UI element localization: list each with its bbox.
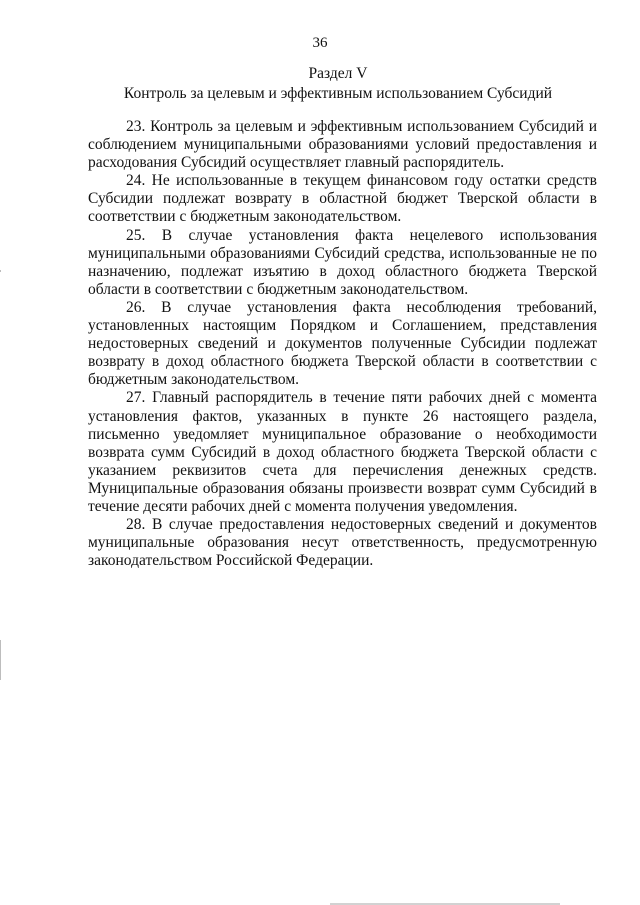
paragraph-27: 27. Главный распорядитель в течение пяти рабочих дней с момента установления фактов, указанных в пункте 26 настоящего раздела, письменно уведомляет муниципальное образование о необходимости возврата сумм Субсидий в доход областного бюджета Тверской области с указанием реквизитов счета для перечисления денежных средств. Муниципальные образования обязаны произвести возврат сумм Субсидий в течение десяти рабочих дней с момента получения уведомления. [88,389,597,515]
section-title: Раздел V [308,65,368,82]
scan-artifact [0,270,1,272]
section-heading [88,64,588,104]
section-subtitle: Контроль за целевым и эффективным использованием Субсидий [123,85,553,102]
page-number: 36 [312,35,328,51]
paragraph-25: 25. В случае установления факта нецелевого использования муниципальными образованиями Субсидий средства, использованные не по назначению, подлежат изъятию в доход областного бюджета Тверской области в соответствии с бюджетным законодательством. [88,226,597,298]
scan-artifact [0,640,1,680]
paragraph-26: 26. В случае установления факта несоблюдения требований, установленных настоящим Порядком и Соглашением, представления недостоверных сведений и документов полученные Субсидии подлежат возврату в доход областного бюджета Тверской области в соответствии с бюджетным законодательством. [88,298,597,389]
document-body [88,118,597,570]
paragraph-23: 23. Контроль за целевым и эффективным использованием Субсидий и соблюдением муниципальными образованиями условий предоставления и расходования Субсидий осуществляет главный распорядитель. [88,118,597,172]
paragraph-24: 24. Не использованные в текущем финансовом году остатки средств Субсидии подлежат возврату в областной бюджет Тверской области в соответствии с бюджетным законодательством. [88,172,597,226]
paragraph-28: 28. В случае предоставления недостоверных сведений и документов муниципальные образования несут ответственность, предусмотренную законодательством Российской Федерации. [88,516,597,570]
